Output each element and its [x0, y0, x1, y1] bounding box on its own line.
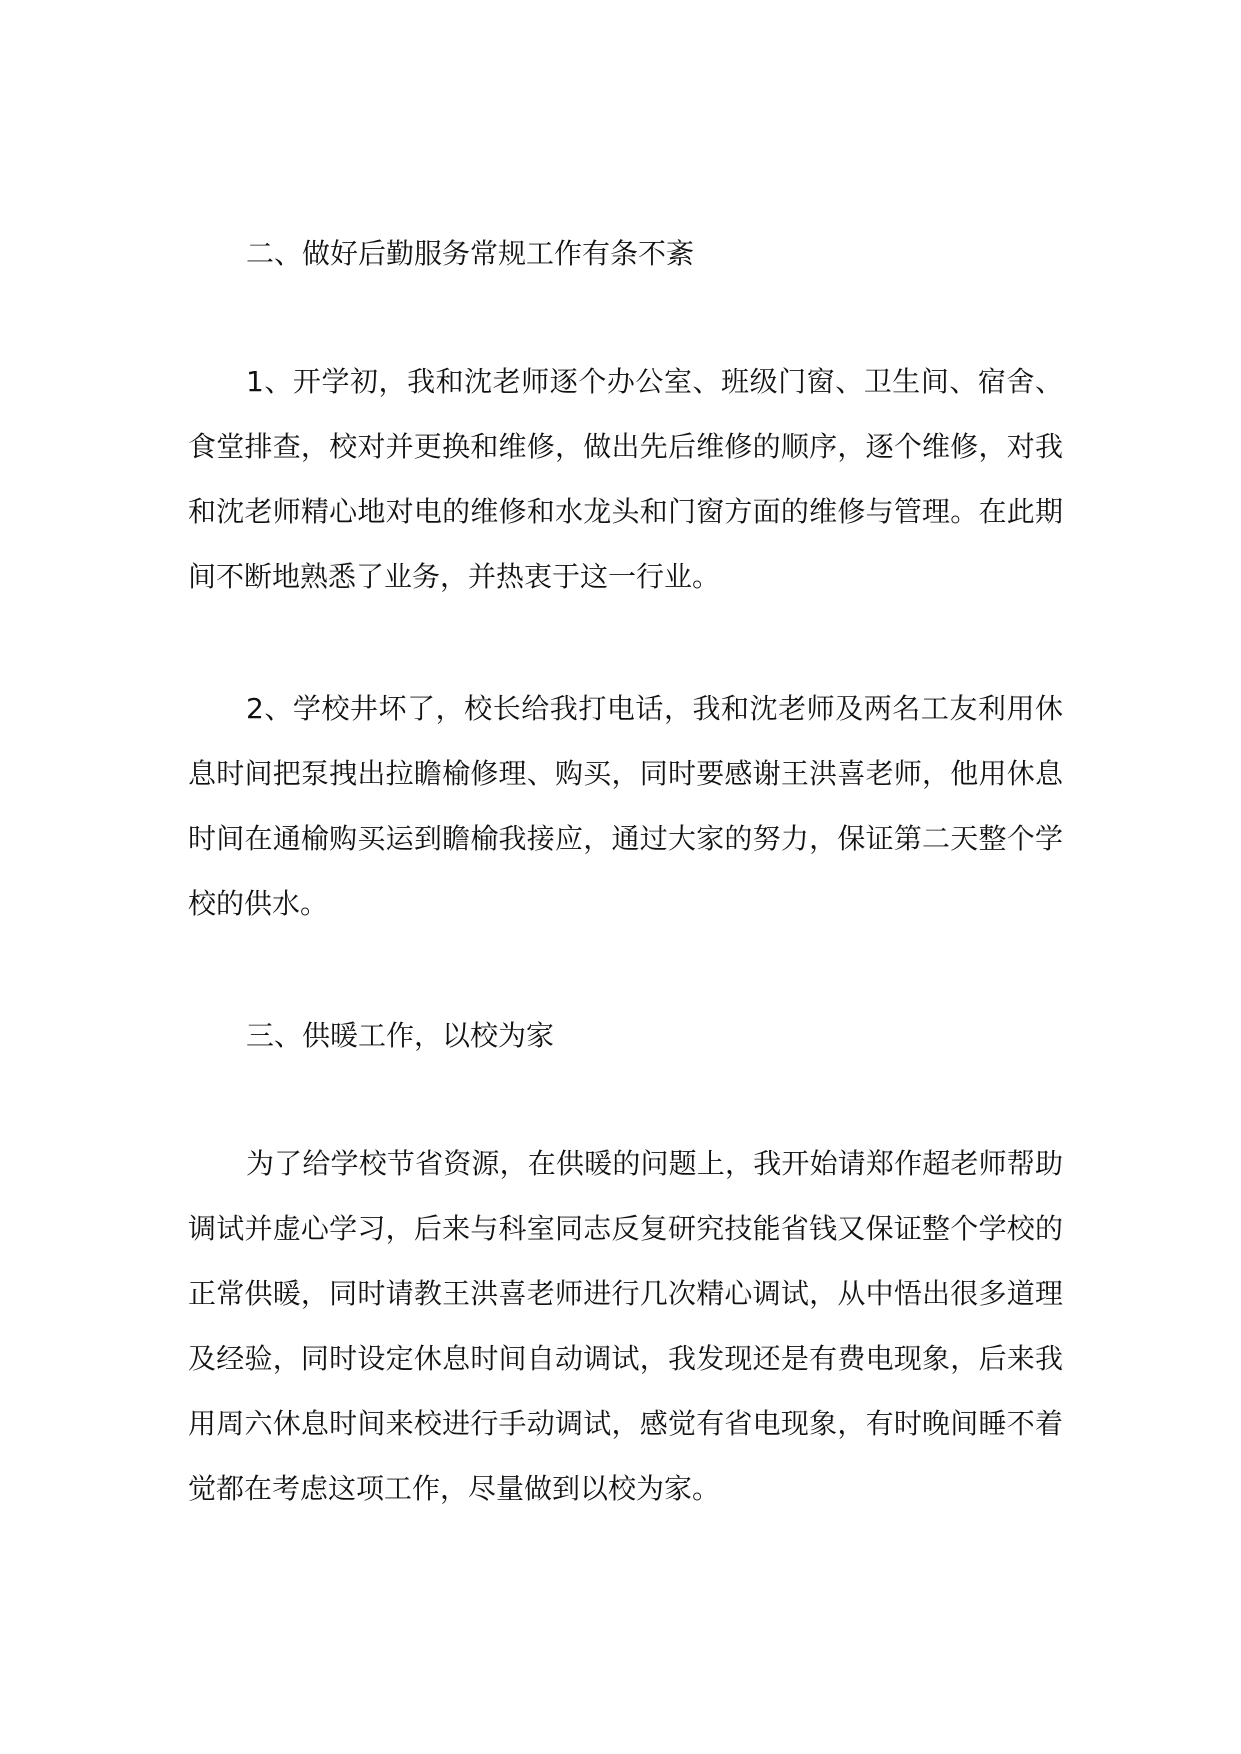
paragraph-section-3: 为了给学校节省资源，在供暖的问题上，我开始请郑作超老师帮助调试并虚心学习，后来与科室同志反复研究技能省钱又保证整个学校的正常供暖，同时请教王洪喜老师进行几次精心调试，从中悟出很多道理及经验，同时设定休息时间自动调试，我发现还是有费电现象，后来我用周六休息时间来校进行手动调试，感觉有省电现象，有时晚间睡不着觉都在考虑这项工作，尽量做到以校为家。 — [188, 1147, 1063, 1505]
paragraph-item-2: 2、学校井坏了，校长给我打电话，我和沈老师及两名工友利用休息时间把泵拽出拉瞻榆修理、购买，同时要感谢王洪喜老师，他用休息时间在通榆购买运到瞻榆我接应，通过大家的努力，保证第二天整个学校的供水。 — [188, 692, 1063, 920]
section-heading-2: 二、做好后勤服务常规工作有条不紊 — [246, 237, 695, 270]
paragraph-item-1: 1、开学初，我和沈老师逐个办公室、班级门窗、卫生间、宿舍、食堂排查，校对并更换和维修，做出先后维修的顺序，逐个维修，对我和沈老师精心地对电的维修和水龙头和门窗方面的维修与管理。在此期间不断地熟悉了业务，并热衷于这一行业。 — [188, 365, 1063, 593]
section-heading-3: 三、供暖工作，以校为家 — [246, 1019, 555, 1052]
